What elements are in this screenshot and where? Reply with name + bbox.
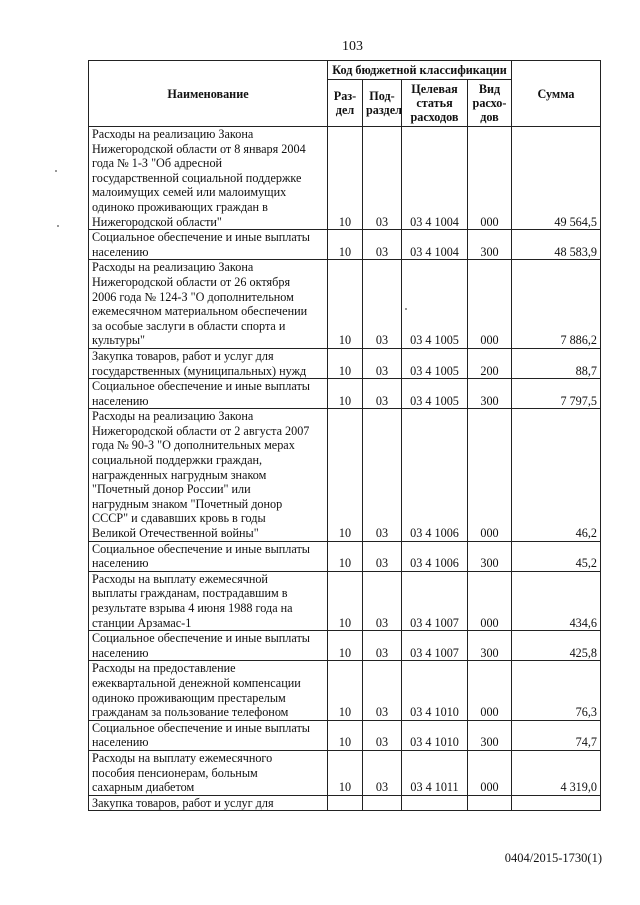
- table-row: [89, 541, 601, 571]
- table-row: [89, 750, 601, 795]
- cell-name: Социальное обеспечение и иные выплаты населению: [89, 541, 328, 571]
- cell-name: Расходы на реализацию Закона Нижегородской области от 2 августа 2007 года № 90-З "О дополнительных мерах социальной поддержки граждан, награжденных нагрудным знаком "Почетный донор России" или нагрудным знаком "Почетный донор СССР" и сдававших кровь в годы Великой Отечественной войны": [89, 409, 328, 541]
- cell-name: Расходы на выплату ежемесячной выплаты гражданам, пострадавшим в результате взрыва 4 июня 1988 года на станции Арзамас-1: [89, 571, 328, 630]
- cell-sum: 45,2: [512, 541, 601, 571]
- cell-podrazdel: 03: [363, 750, 402, 795]
- table-body: [89, 127, 601, 811]
- cell-target-article: 03 4 1006: [402, 409, 468, 541]
- cell-podrazdel: [363, 795, 402, 811]
- cell-sum: 74,7: [512, 720, 601, 750]
- table-row: [89, 571, 601, 630]
- budget-table: [88, 60, 601, 811]
- cell-expense-type: 200: [468, 348, 512, 378]
- table-row: [89, 348, 601, 378]
- cell-sum: 48 583,9: [512, 230, 601, 260]
- header-sum: Сумма: [512, 61, 601, 127]
- cell-name: Закупка товаров, работ и услуг для: [89, 795, 328, 811]
- cell-podrazdel: 03: [363, 230, 402, 260]
- cell-razdel: 10: [328, 260, 363, 349]
- cell-sum: 46,2: [512, 409, 601, 541]
- cell-expense-type: 300: [468, 631, 512, 661]
- cell-razdel: 10: [328, 661, 363, 720]
- table-row: [89, 230, 601, 260]
- table-row: [89, 631, 601, 661]
- cell-razdel: 10: [328, 541, 363, 571]
- cell-target-article: 03 4 1005: [402, 348, 468, 378]
- cell-expense-type: 000: [468, 409, 512, 541]
- header-expense-type: Вид расхо- дов: [468, 80, 512, 127]
- header-razdel: Раз- дел: [328, 80, 363, 127]
- cell-name: Расходы на предоставление ежеквартальной денежной компенсации одиноко проживающим престарелым гражданам за пользование телефоном: [89, 661, 328, 720]
- cell-podrazdel: 03: [363, 379, 402, 409]
- cell-name: Социальное обеспечение и иные выплаты населению: [89, 230, 328, 260]
- cell-name: Социальное обеспечение и иные выплаты населению: [89, 720, 328, 750]
- cell-podrazdel: 03: [363, 127, 402, 230]
- cell-name: Расходы на реализацию Закона Нижегородской области от 8 января 2004 года № 1-З "Об адресной государственной социальной поддержке малоимущих семей или малоимущих одиноко проживающих граждан в Нижегородской области": [89, 127, 328, 230]
- scan-artifact: [405, 308, 407, 310]
- scan-artifact: [55, 170, 57, 172]
- cell-expense-type: 000: [468, 661, 512, 720]
- cell-sum: 49 564,5: [512, 127, 601, 230]
- table-row: [89, 127, 601, 230]
- header-name: Наименование: [89, 61, 328, 127]
- cell-razdel: 10: [328, 720, 363, 750]
- cell-expense-type: 300: [468, 230, 512, 260]
- cell-razdel: 10: [328, 631, 363, 661]
- cell-expense-type: 000: [468, 127, 512, 230]
- header-podrazdel: Под- раздел: [363, 80, 402, 127]
- table-row: [89, 720, 601, 750]
- table-row: [89, 409, 601, 541]
- cell-name: Расходы на реализацию Закона Нижегородской области от 26 октября 2006 года № 124-З "О дополнительном ежемесячном материальном обеспечении за особые заслуги в области спорта и культуры": [89, 260, 328, 349]
- cell-target-article: 03 4 1010: [402, 661, 468, 720]
- cell-podrazdel: 03: [363, 409, 402, 541]
- cell-name: Закупка товаров, работ и услуг для государственных (муниципальных) нужд: [89, 348, 328, 378]
- table-row: [89, 379, 601, 409]
- cell-sum: 7 886,2: [512, 260, 601, 349]
- scan-artifact: [57, 225, 59, 227]
- cell-expense-type: [468, 795, 512, 811]
- cell-razdel: 10: [328, 127, 363, 230]
- cell-podrazdel: 03: [363, 260, 402, 349]
- cell-expense-type: 000: [468, 571, 512, 630]
- cell-sum: [512, 795, 601, 811]
- cell-podrazdel: 03: [363, 720, 402, 750]
- cell-podrazdel: 03: [363, 631, 402, 661]
- cell-razdel: 10: [328, 571, 363, 630]
- document-code: 0404/2015-1730(1): [504, 851, 602, 865]
- cell-razdel: 10: [328, 379, 363, 409]
- cell-razdel: 10: [328, 348, 363, 378]
- cell-target-article: 03 4 1011: [402, 750, 468, 795]
- cell-target-article: 03 4 1006: [402, 541, 468, 571]
- cell-expense-type: 300: [468, 379, 512, 409]
- cell-podrazdel: 03: [363, 348, 402, 378]
- cell-name: Расходы на выплату ежемесячного пособия пенсионерам, больным сахарным диабетом: [89, 750, 328, 795]
- cell-razdel: 10: [328, 409, 363, 541]
- header-target-article: Целевая статья расходов: [402, 80, 468, 127]
- page-number: 103: [342, 39, 363, 54]
- cell-target-article: 03 4 1005: [402, 379, 468, 409]
- cell-name: Социальное обеспечение и иные выплаты населению: [89, 379, 328, 409]
- cell-razdel: [328, 795, 363, 811]
- cell-target-article: 03 4 1004: [402, 127, 468, 230]
- cell-target-article: [402, 795, 468, 811]
- header-budget-code-group: Код бюджетной классификации: [328, 61, 512, 80]
- cell-sum: 7 797,5: [512, 379, 601, 409]
- table-row: [89, 661, 601, 720]
- cell-sum: 425,8: [512, 631, 601, 661]
- cell-expense-type: 300: [468, 541, 512, 571]
- table-row: [89, 260, 601, 349]
- cell-target-article: 03 4 1005: [402, 260, 468, 349]
- table-row: [89, 795, 601, 811]
- cell-expense-type: 300: [468, 720, 512, 750]
- cell-target-article: 03 4 1010: [402, 720, 468, 750]
- cell-razdel: 10: [328, 230, 363, 260]
- cell-razdel: 10: [328, 750, 363, 795]
- cell-name: Социальное обеспечение и иные выплаты населению: [89, 631, 328, 661]
- cell-sum: 88,7: [512, 348, 601, 378]
- cell-expense-type: 000: [468, 260, 512, 349]
- cell-podrazdel: 03: [363, 541, 402, 571]
- cell-sum: 434,6: [512, 571, 601, 630]
- cell-sum: 4 319,0: [512, 750, 601, 795]
- cell-target-article: 03 4 1007: [402, 631, 468, 661]
- cell-sum: 76,3: [512, 661, 601, 720]
- cell-podrazdel: 03: [363, 571, 402, 630]
- cell-target-article: 03 4 1007: [402, 571, 468, 630]
- cell-target-article: 03 4 1004: [402, 230, 468, 260]
- cell-podrazdel: 03: [363, 661, 402, 720]
- cell-expense-type: 000: [468, 750, 512, 795]
